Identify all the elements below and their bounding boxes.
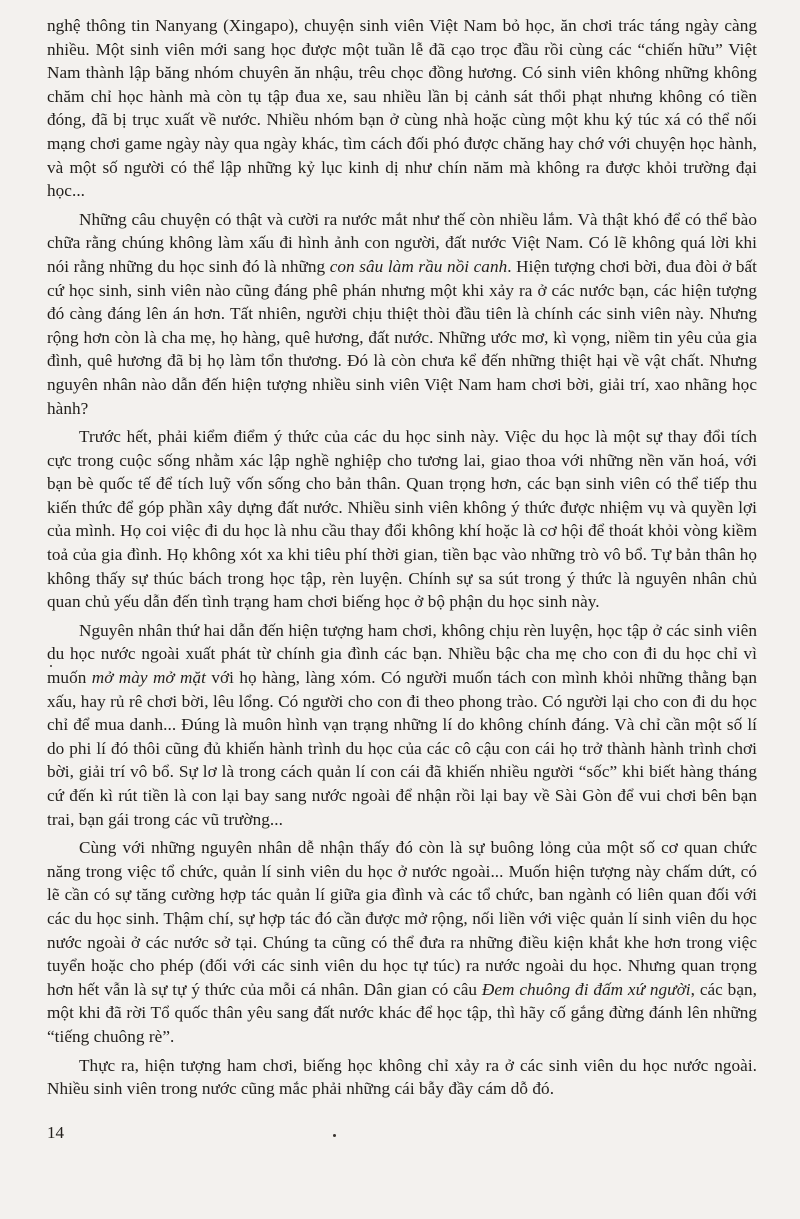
text-run: Nguyên nhân thứ hai dẫn đến hiện tượng ham chơi, không chịu rèn luyện, học tập ở các sinh viên du học nước ngoài xuất phát từ chính gia đình các bạn. Nhiều bậc cha mẹ cho con đi du học chỉ vì muốn [47,620,757,688]
italic-phrase: con sâu làm rầu nồi canh [329,256,508,276]
document-body [47,14,757,1106]
paragraph [47,14,757,203]
text-run: với họ hàng, làng xóm. Có người muốn tách con mình khỏi những thằng bạn xấu, hay rủ rê chơi bời, lêu lổng. Có người cho con đi theo phong trào. Có người lại cho con đi du học chỉ để mua danh... Đúng là muôn hình vạn trạng những lí do không chính đáng. Và chỉ cần một số lí do phi lí đó thôi cũng đủ khiến hành trình du học của các cô cậu con cái họ trở thành hành trình chơi bời, giải trí vô bổ. Sự lơ là trong cách quản lí con cái đã khiến nhiều người “sốc” khi biết hàng tháng cứ đến kì rút tiền là con lại bay sang nước ngoài để nhận rồi lại bay về Sài Gòn để vui chơi bên bạn trai, bạn gái trong các vũ trường... [47,668,757,829]
text-run: Trước hết, phải kiểm điểm ý thức của các du học sinh này. Việc du học là một sự thay đổi tích cực trong cuộc sống nhằm xác lập nghề nghiệp cho tương lai, giao thoa với những nền văn hoá, với bạn bè quốc tế để tích luỹ vốn sống cho bản thân. Quan trọng hơn, các bạn sinh viên có thể tiếp thu kiến thức để góp phần xây dựng đất nước. Nhiều sinh viên không ý thức được nhiệm vụ và quyền lợi của mình. Họ coi việc đi du học là nhu cầu thay đổi không khí hoặc là cơ hội để thoát khỏi vòng kiềm toả của gia đình. Họ không xót xa khi tiêu phí thời gian, tiền bạc vào những trò vô bổ. Tự bản thân họ không thấy sự thúc bách trong học tập, rèn luyện. Chính sự sa sút trong ý thức là nguyên nhân chủ quan chủ yếu dẫn đến tình trạng ham chơi biếng học ở bộ phận du học sinh này. [47,427,757,612]
text-run: Thực ra, hiện tượng ham chơi, biếng học không chỉ xảy ra ở các sinh viên du học nước ngoài. Nhiều sinh viên trong nước cũng mắc phải những cái bẫy đầy cám dỗ đó. [47,1055,757,1099]
italic-phrase: Đem chuông đi đấm xứ người [481,979,691,999]
paragraph [47,836,757,1048]
paragraph [47,208,757,420]
text-run: Cùng với những nguyên nhân dễ nhận thấy đó còn là sự buông lỏng của một số cơ quan chức năng trong việc tổ chức, quản lí sinh viên du học ở nước ngoài... Muốn hiện tượng này chấm dứt, có lẽ cần có sự tăng cường hợp tác quản lí giữa gia đình và các tổ chức, ban ngành có liên quan đối với các du học sinh. Thậm chí, sự hợp tác đó cần được mở rộng, nối liền với việc quản lí sinh viên du học nước ngoài ở các nước sở tại. Chúng ta cũng có thể đưa ra những điều kiện khắt khe hơn trong việc tuyển hoặc cho phép (đối với các sinh viên du học tự túc) ra nước ngoài du học. Nhưng quan trọng hơn hết vẫn là sự tự ý thức của mỗi cá nhân. Dân gian có câu [47,838,757,999]
text-run: . Hiện tượng chơi bời, đua đòi ở bất cứ học sinh, sinh viên nào cũng đáng phê phán nhưng một khi xảy ra ở các nước bạn, các hiện tượng đó càng đáng lên án hơn. Tất nhiên, người chịu thiệt thòi đầu tiên là chính các sinh viên này. Nhưng rộng hơn còn là cha mẹ, họ hàng, quê hương, đất nước. Những ước mơ, kì vọng, niềm tin yêu của gia đình, quê hương đã bị họ làm tổn thương. Đó là còn chưa kể đến những thiệt hại về vật chất. Nhưng nguyên nhân nào dẫn đến hiện tượng nhiều sinh viên Việt Nam ham chơi bời, giải trí, xao nhãng học hành? [47,256,757,418]
paragraph [47,619,757,831]
paragraph [47,1054,757,1101]
paragraph [47,425,757,614]
italic-phrase: mở mày mở mặt [91,668,206,688]
print-speck [333,1134,336,1137]
print-speck [50,665,52,667]
text-run: , các bạn, một khi đã rời Tổ quốc thân yêu sang đất nước khác để học tập, thì hãy cố gắng đừng đánh lên những “tiếng chuông rè”. [47,979,757,1046]
page-number: 14 [47,1123,64,1142]
text-run: nghệ thông tin Nanyang (Xingapo), chuyện sinh viên Việt Nam bỏ học, ăn chơi trác táng ngày càng nhiều. Một sinh viên mới sang học được một tuần lễ đã cạo trọc đầu rồi cùng các “chiến hữu” Việt Nam thành lập băng nhóm chuyên ăn nhậu, trêu chọc đồng hương. Có sinh viên không những không chăm chỉ học hành mà còn tụ tập đua xe, sau nhiều lần bị cảnh sát thổi phạt nhưng không có tiền đóng, đã bị trục xuất về nước. Nhiều nhóm bạn ở cùng nhà hoặc cùng một khu ký túc xá có thể nối mạng chơi game ngày này qua ngày khác, tìm cách đối phó được chăng hay chớ với chuyện học hành, và một số người có thể lập những kỷ lục kinh dị như chín năm mà không ra được khỏi trường đại học... [47,16,757,201]
text-run: Những câu chuyện có thật và cười ra nước mắt như thế còn nhiều lắm. Và thật khó để có thể bào chữa rằng chúng không làm xấu đi hình ảnh con người, đất nước Việt Nam. Có lẽ không quá lời khi nói rằng những du học sinh đó là những [47,209,757,276]
